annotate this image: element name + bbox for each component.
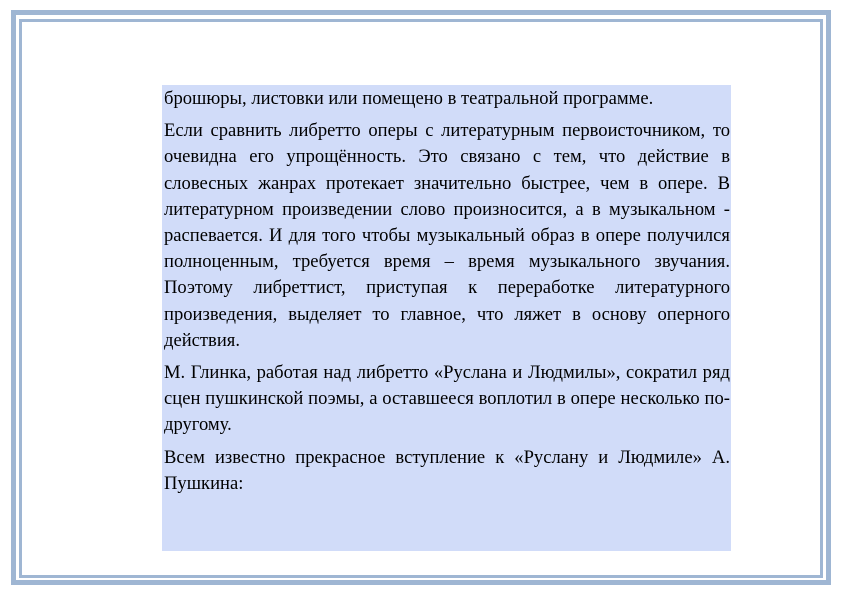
paragraph-1: брошюры, листовки или помещено в театральной программе.: [164, 88, 654, 109]
paragraph-2: Если сравнить либретто оперы с литературным первоисточником, то очевидна его упрощённость. Это связано с тем, что действие в словесных жанрах протекает значительно быстрее, чем в опере. В литературном произведении слово произносится, а в музыкальном - распевается. И для того чтобы музыкальный образ в опере получился полноценным, требуется время – время музыкального звучания. Поэтому либреттист, приступая к переработке литературного произведения, выделяет то главное, что ляжет в основу оперного действия.: [164, 120, 730, 351]
paragraph-4: Всем известно прекрасное вступление к «Руслану и Людмиле» А. Пушкина:: [164, 446, 730, 494]
text-box: [162, 85, 731, 551]
paragraph-3: М. Глинка, работая над либретто «Руслана и Людмилы», сократил ряд сцен пушкинской поэмы, а оставшееся воплотил в опере несколько по-другому.: [164, 362, 730, 436]
